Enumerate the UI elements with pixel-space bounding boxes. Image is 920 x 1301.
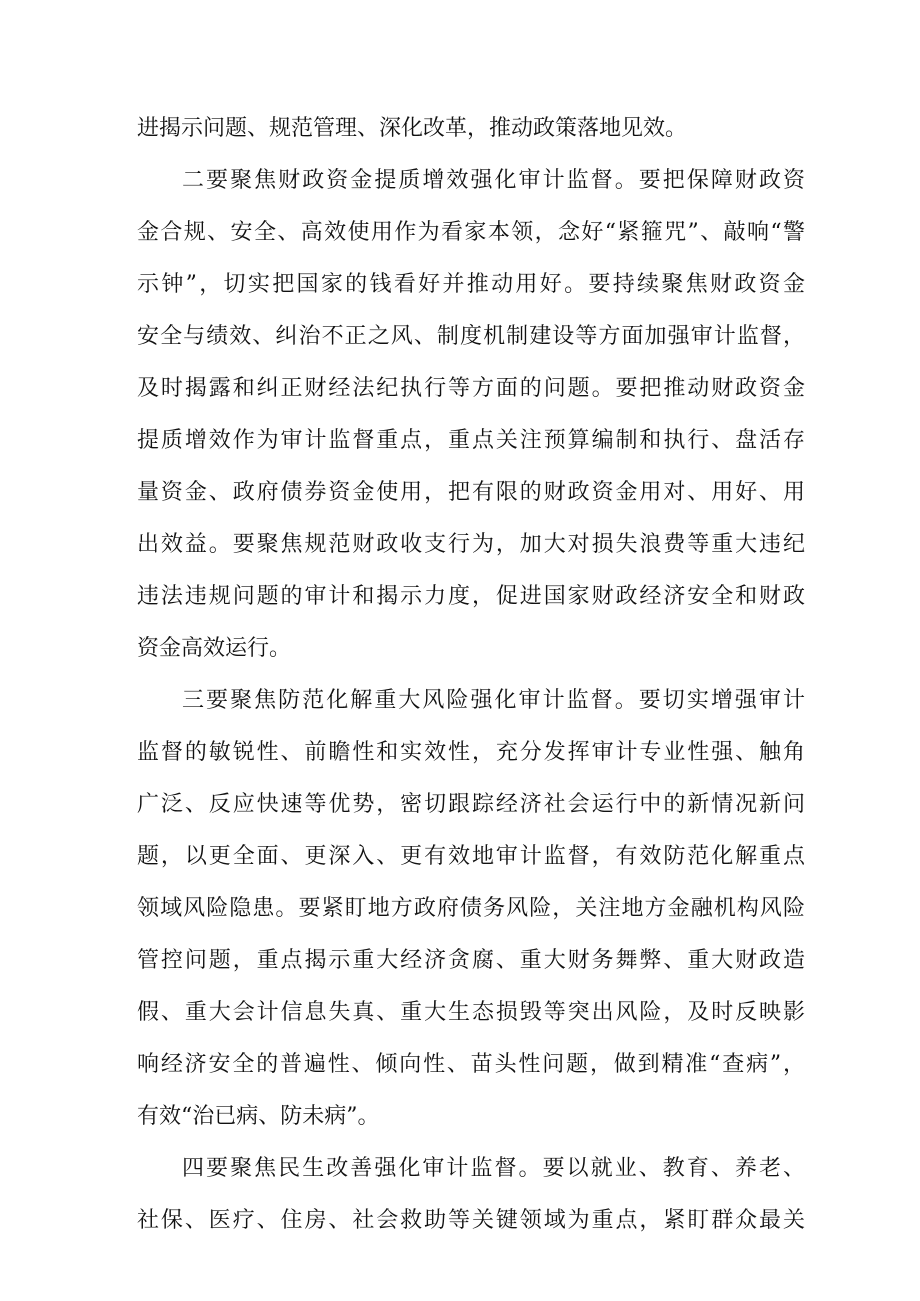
paragraph-2-line: 违法违规问题的审计和揭示力度，促进国家财政经济安全和财政 [137,584,805,609]
paragraph-3-line: 题，以更全面、更深入、更有效地审计监督，有效防范化解重点 [137,844,805,869]
paragraph-3-line: 领域风险隐患。要紧盯地方政府债务风险，关注地方金融机构风险 [137,896,805,921]
paragraph-3-line: 监督的敏锐性、前瞻性和实效性，充分发挥审计专业性强、触角 [137,740,805,765]
paragraph-2-line: 安全与绩效、纠治不正之风、制度机制建设等方面加强审计监督， [137,324,805,349]
paragraph-2-line: 二要聚焦财政资金提质增效强化审计监督。要把保障财政资 [182,168,805,193]
paragraph-1-line: 进揭示问题、规范管理、深化改革，推动政策落地见效。 [137,116,688,141]
paragraph-3-line: 假、重大会计信息失真、重大生态损毁等突出风险，及时反映影 [137,1000,805,1025]
paragraph-3-line: 广泛、反应快速等优势，密切跟踪经济社会运行中的新情况新问 [137,792,805,817]
paragraph-2-line: 提质增效作为审计监督重点，重点关注预算编制和执行、盘活存 [137,428,805,453]
paragraph-2-line: 资金高效运行。 [137,636,292,661]
paragraph-2-line: 出效益。要聚焦规范财政收支行为，加大对损失浪费等重大违纪 [137,532,805,557]
paragraph-2-line: 示钟”，切实把国家的钱看好并推动用好。要持续聚焦财政资金 [137,272,805,297]
paragraph-2-line: 金合规、安全、高效使用作为看家本领，念好“紧箍咒”、敲响“警 [137,220,805,245]
paragraph-3-line: 有效“治已病、防未病”。 [137,1104,380,1129]
paragraph-2-line: 及时揭露和纠正财经法纪执行等方面的问题。要把推动财政资金 [137,376,805,401]
paragraph-3-line: 响经济安全的普遍性、倾向性、苗头性问题，做到精准“查病”， [137,1052,805,1077]
paragraph-4-line: 社保、医疗、住房、社会救助等关键领域为重点，紧盯群众最关 [137,1208,805,1233]
paragraph-4-line: 四要聚焦民生改善强化审计监督。要以就业、教育、养老、 [182,1156,805,1181]
paragraph-3-line: 管控问题，重点揭示重大经济贪腐、重大财务舞弊、重大财政造 [137,948,805,973]
paragraph-2-line: 量资金、政府债券资金使用，把有限的财政资金用对、用好、用 [137,480,805,505]
paragraph-3-line: 三要聚焦防范化解重大风险强化审计监督。要切实增强审计 [182,688,805,713]
